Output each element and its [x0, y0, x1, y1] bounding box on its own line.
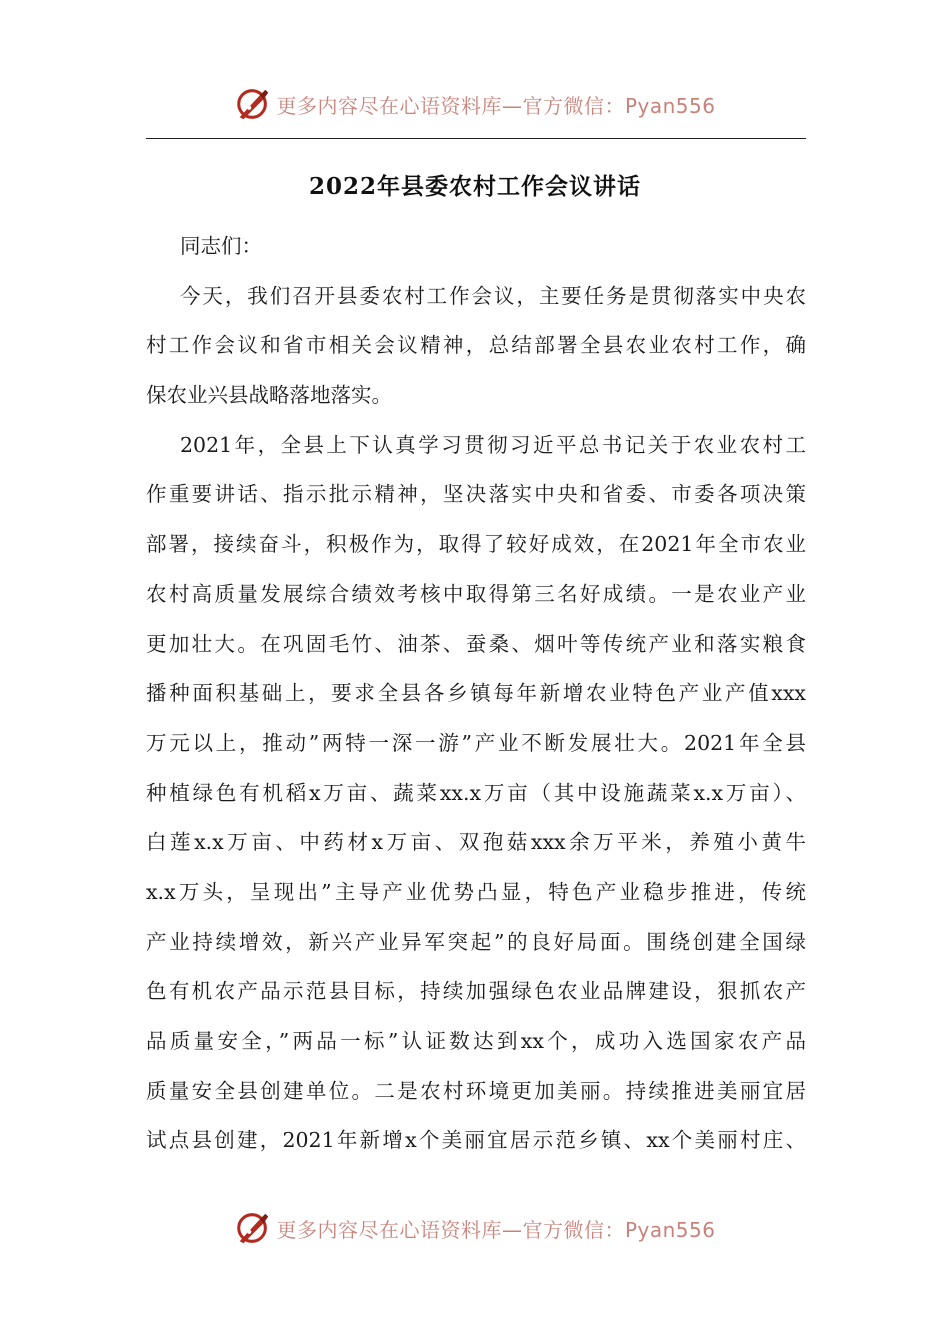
paragraph-line: 色有机农产品示范县目标，持续加强绿色农业品牌建设，狠抓农产 [146, 979, 806, 1004]
paragraph-line: 作重要讲话、指示批示精神，坚决落实中央和省委、市委各项决策 [146, 482, 806, 507]
paragraph-line: 村工作会议和省市相关会议精神，总结部署全县农业农村工作，确 [146, 333, 806, 358]
header-banner-text: 更多内容尽在心语资料库—官方微信：Pyan556 [276, 93, 716, 118]
paragraph-line: 产业持续增效，新兴产业异军突起”的良好局面。围绕创建全国绿 [146, 929, 806, 954]
header-banner [0, 82, 950, 126]
paragraph-line: 更加壮大。在巩固毛竹、油茶、蚕桑、烟叶等传统产业和落实粮食 [146, 631, 806, 656]
paragraph-line: 品质量安全，”两品一标”认证数达到xx个，成功入选国家农产品 [146, 1029, 806, 1053]
paragraph-line: 试点县创建，2021年新增x个美丽宜居示范乡镇、xx个美丽村庄、 [146, 1128, 806, 1153]
paragraph-line: 播种面积基础上，要求全县各乡镇每年新增农业特色产业产值xxx [146, 681, 806, 706]
salutation: 同志们： [180, 234, 262, 258]
paragraph-line: 农村高质量发展综合绩效考核中取得第三名好成绩。一是农业产业 [146, 581, 806, 606]
paragraph-line: 保农业兴县战略落地落实。 [146, 383, 392, 408]
document-body [146, 222, 806, 1166]
paragraph-line: 部署，接续奋斗，积极作为，取得了较好成效，在2021年全市农业 [146, 532, 806, 557]
paragraph-line: 质量安全县创建单位。二是农村环境更加美丽。持续推进美丽宜居 [146, 1078, 806, 1103]
paragraph-line: 种植绿色有机稻x万亩、蔬菜xx.x万亩（其中设施蔬菜x.x万亩）、 [146, 780, 806, 805]
header-divider [146, 138, 806, 139]
pen-logo-icon [234, 1209, 272, 1247]
pen-logo-icon [234, 85, 272, 123]
paragraph-line: 今天，我们召开县委农村工作会议，主要任务是贯彻落实中央农 [180, 283, 806, 308]
paragraph-line: 2021年，全县上下认真学习贯彻习近平总书记关于农业农村工 [180, 432, 806, 457]
paragraph-line: x.x万头，呈现出”主导产业优势凸显，特色产业稳步推进，传统 [146, 879, 806, 904]
document-title: 2022年县委农村工作会议讲话 [308, 173, 641, 200]
paragraph-line: 白莲x.x万亩、中药材x万亩、双孢菇xxx余万平米，养殖小黄牛 [146, 830, 806, 855]
paragraph-line: 万元以上，推动”两特一深一游”产业不断发展壮大。2021年全县 [146, 730, 806, 755]
footer-banner [0, 1206, 950, 1250]
footer-banner-text: 更多内容尽在心语资料库—官方微信：Pyan556 [276, 1217, 716, 1242]
